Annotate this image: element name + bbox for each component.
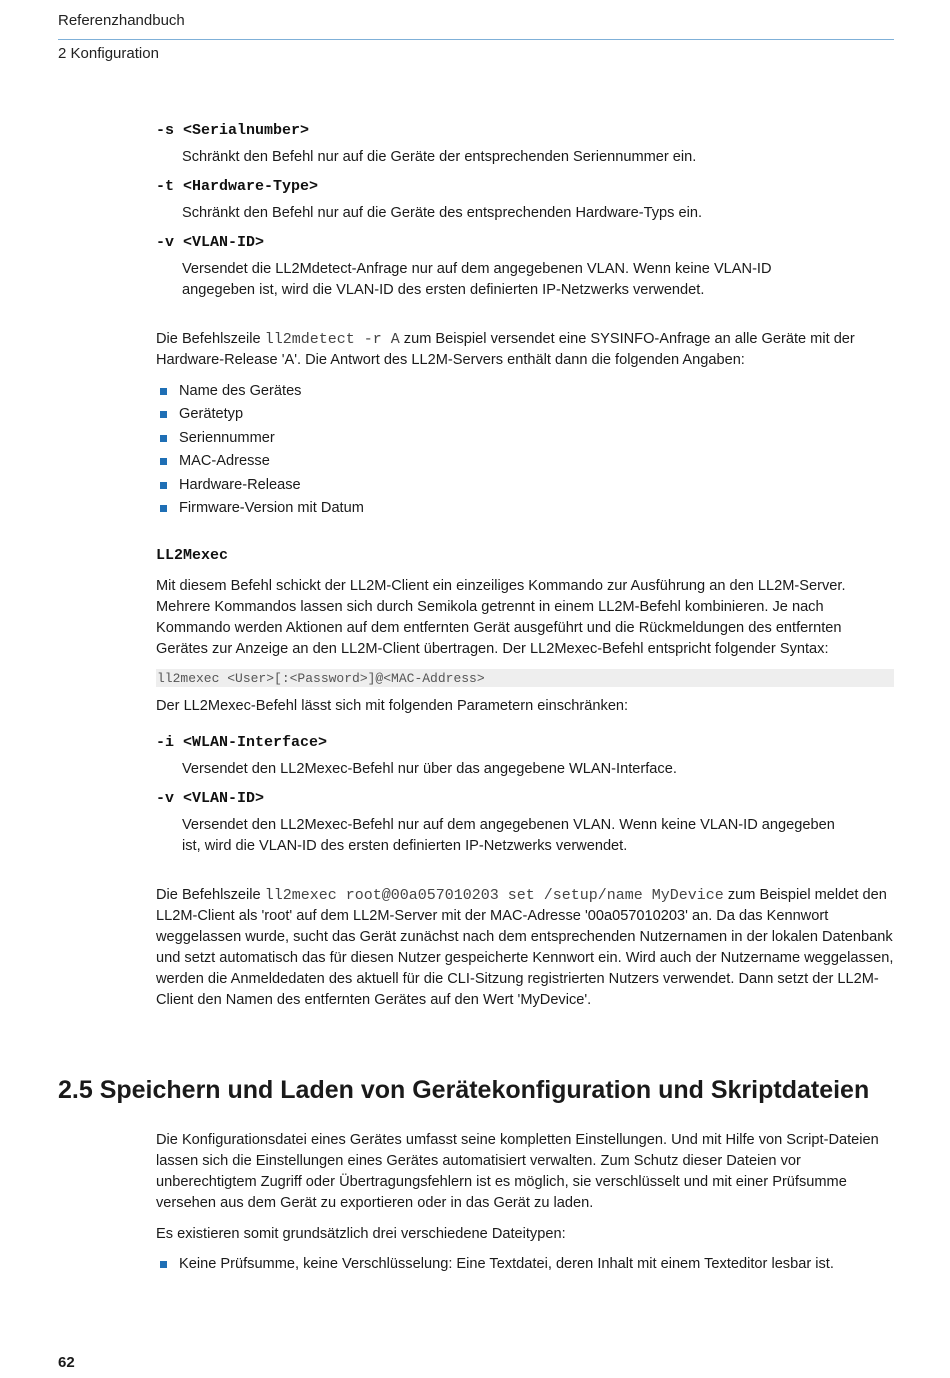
param-serialnumber-desc: Schränkt den Befehl nur auf die Geräte der entsprechenden Seriennummer ein. bbox=[182, 149, 697, 165]
list-item bbox=[156, 380, 896, 403]
ll2mexec-restrict: Der LL2Mexec-Befehl lässt sich mit folgenden Parametern einschränken: bbox=[156, 698, 629, 714]
example-text-before: Die Befehlszeile bbox=[156, 331, 265, 347]
ll2mexec-heading: LL2Mexec bbox=[156, 547, 229, 564]
list-item bbox=[156, 403, 896, 426]
running-header-title: Referenzhandbuch bbox=[58, 12, 185, 29]
file-types-list bbox=[156, 1253, 896, 1276]
bullet-square-icon bbox=[160, 388, 167, 395]
syntax-code-block bbox=[156, 669, 894, 687]
list-item-text: Gerätetyp bbox=[179, 406, 244, 423]
list-item-text: Keine Prüfsumme, keine Verschlüsselung: Eine Textdatei, deren Inhalt mit einem Texteditor lesbar ist. bbox=[179, 1256, 834, 1272]
list-item-text: Hardware-Release bbox=[179, 476, 301, 493]
list-item bbox=[156, 427, 896, 450]
param-vlan-id: -v <VLAN-ID> bbox=[156, 234, 265, 251]
bullet-square-icon bbox=[160, 435, 167, 442]
example-paragraph-detect bbox=[156, 329, 896, 371]
param-vlan-id-exec-desc: Versendet den LL2Mexec-Befehl nur auf dem angegebenen VLAN. Wenn keine VLAN-ID angegeben ist, wird die VLAN-ID des ersten definierten IP-Netzwerks verwendet. bbox=[182, 817, 835, 854]
example-text-before: Die Befehlszeile bbox=[156, 887, 265, 903]
section-types-intro: Es existieren somit grundsätzlich drei verschiedene Dateitypen: bbox=[156, 1226, 566, 1242]
list-item bbox=[156, 1253, 896, 1276]
bullet-square-icon bbox=[160, 458, 167, 465]
param-serialnumber: -s <Serialnumber> bbox=[156, 122, 310, 139]
param-hardware-type: -t <Hardware-Type> bbox=[156, 178, 319, 195]
bullet-square-icon bbox=[160, 505, 167, 512]
example-paragraph-exec bbox=[156, 885, 896, 1011]
list-item-text: Name des Gerätes bbox=[179, 383, 302, 399]
param-vlan-id-desc: Versendet die LL2Mdetect-Anfrage nur auf dem angegebenen VLAN. Wenn keine VLAN-ID angegeben ist, wird die VLAN-ID des ersten definierten IP-Netzwerks verwendet. bbox=[182, 261, 772, 298]
response-fields-list bbox=[156, 380, 896, 520]
ll2mexec-intro bbox=[156, 576, 896, 660]
example-text-after: zum Beispiel meldet den LL2M-Client als 'root' auf dem LL2M-Server mit der MAC-Adresse '00a057010203' an. Da das Kennwort weggelassen wurde, sucht das Gerät zunächst nach dem entsprechenden Nutzernamen in der lokalen Datenbank und setzt automatisch das für diesen Nutzer gespeicherte Kennwort ein. Wird auch der Nutzername weggelassen, werden die Anmeldedaten des aktuell für die CLI-Sitzung registrierten Nutzers verwendet. Dann setzt der LL2M-Client den Namen des entfernten Gerätes auf den Wert 'MyDevice'. bbox=[156, 887, 894, 1008]
param-hardware-type-desc: Schränkt den Befehl nur auf die Geräte des entsprechenden Hardware-Typs ein. bbox=[182, 205, 703, 221]
header-rule bbox=[58, 39, 894, 40]
list-item-text: Seriennummer bbox=[179, 429, 275, 446]
section-title: 2.5 Speichern und Laden von Gerätekonfiguration und Skriptdateien bbox=[58, 1076, 870, 1104]
list-item-text: MAC-Adresse bbox=[179, 453, 270, 470]
page-number: 62 bbox=[58, 1354, 75, 1371]
syntax-code: ll2mexec <User>[:<Password>]@<MAC-Address> bbox=[157, 671, 485, 686]
bullet-square-icon bbox=[160, 482, 167, 489]
bullet-square-icon bbox=[160, 411, 167, 418]
inline-code: ll2mdetect -r A bbox=[264, 331, 400, 348]
bullet-square-icon bbox=[160, 1261, 167, 1268]
example-text-after: zum Beispiel versendet eine SYSINFO-Anfrage an alle Geräte mit der Hardware-Release 'A'. Die Antwort des LL2M-Servers enthält dann die folgenden Angaben: bbox=[156, 331, 855, 368]
section-intro: Die Konfigurationsdatei eines Gerätes umfasst seine kompletten Einstellungen. Und mit Hilfe von Script-Dateien lassen sich die Einstellungen eines Gerätes automatisiert verwalten. Zum Schutz dieser Dateien vor unberechtigtem Zugriff oder Übertragungsfehlern ist es möglich, sie verschlüsselt und mit einer Prüfsumme versehen aus dem Gerät zu exportieren oder in das Gerät zu laden. bbox=[156, 1132, 879, 1211]
ll2mexec-intro-text: Mit diesem Befehl schickt der LL2M-Client ein einzeiliges Kommando zur Ausführung an den LL2M-Server. Mehrere Kommandos lassen sich durch Semikola getrennt in einem LL2M-Befehl kombinieren. Je nach Kommando werden Aktionen auf dem entfernten Gerät ausgeführt und die Rückmeldungen des entfernten Gerätes zur Anzeige an den LL2M-Client übertragen. Der LL2Mexec-Befehl entspricht folgender Syntax: bbox=[156, 578, 846, 657]
list-item-text: Firmware-Version mit Datum bbox=[179, 499, 364, 516]
param-wlan-interface-desc: Versendet den LL2Mexec-Befehl nur über das angegebene WLAN-Interface. bbox=[182, 761, 677, 777]
inline-code: ll2mexec root@00a057010203 set /setup/name MyDevice bbox=[264, 887, 724, 904]
param-vlan-id-exec: -v <VLAN-ID> bbox=[156, 790, 265, 807]
list-item bbox=[156, 450, 896, 473]
list-item bbox=[156, 497, 896, 520]
running-header-chapter: 2 Konfiguration bbox=[58, 45, 159, 62]
list-item bbox=[156, 474, 896, 497]
param-wlan-interface: -i <WLAN-Interface> bbox=[156, 734, 328, 751]
